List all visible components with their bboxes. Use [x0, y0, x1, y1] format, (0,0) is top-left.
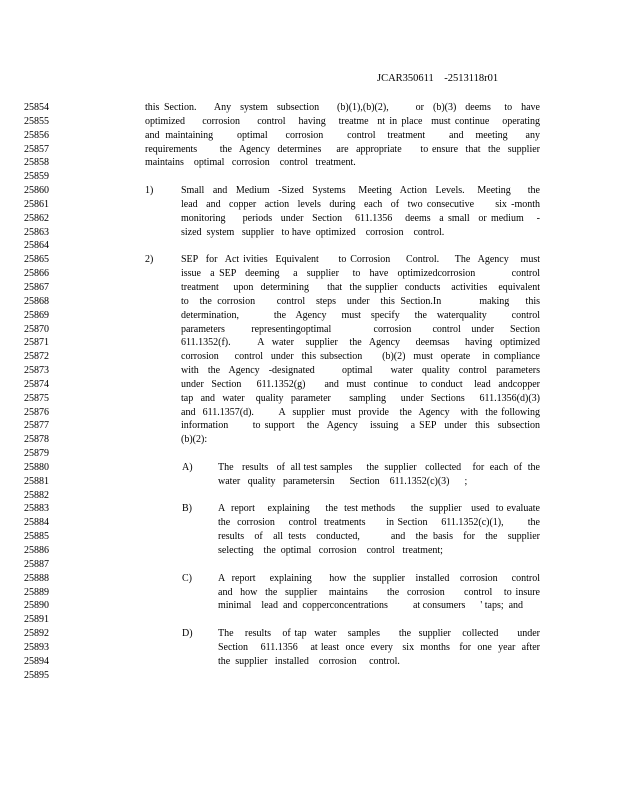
text-line: water quality parametersin Section 611.1352(c)(3) ; [218, 475, 468, 487]
line-number: 25868 [24, 295, 49, 307]
text-line: parameters representingoptimal corrosion control under Section [181, 323, 540, 335]
blank-line [145, 447, 540, 461]
line-number: 25866 [24, 268, 49, 280]
list-item-text [181, 184, 540, 239]
line-number-column [24, 101, 54, 682]
list-item-2 [145, 253, 540, 447]
text-line: issue a SEP deeming a supplier to have optimizedcorrosion control [181, 268, 540, 280]
text-line: the corrosion control treatments in Section 611.1352(c)(1), the [218, 517, 540, 529]
line-number: 25860 [24, 185, 49, 197]
blank-line [145, 239, 540, 253]
list-marker: A) [182, 461, 193, 473]
line-number: 25874 [24, 378, 49, 390]
list-item-text [218, 461, 540, 489]
text-line: A report explaining the test methods the supplier used to evaluate [218, 503, 540, 515]
list-marker: C) [182, 572, 192, 584]
line-number: 25870 [24, 323, 49, 335]
sub-list-item [145, 572, 540, 614]
line-number: 25883 [24, 503, 49, 515]
text-line: and how the supplier maintains the corrosion control to insure [218, 586, 540, 598]
text-line: results of all tests conducted, and the basis for the supplier [218, 531, 540, 543]
line-number: 25863 [24, 226, 49, 238]
text-line: A report explaining how the supplier installed corrosion control [218, 572, 540, 584]
line-number: 25880 [24, 461, 49, 473]
line-number: 25886 [24, 545, 49, 556]
intro-paragraph [145, 101, 540, 170]
line-number: 25873 [24, 365, 49, 377]
text-line: Small and Medium -Sized Systems Meeting Action Levels. Meeting the [181, 185, 540, 197]
line-number: 25889 [24, 586, 49, 598]
line-number: 25861 [24, 198, 49, 210]
line-number: 25856 [24, 129, 49, 141]
line-number: 25894 [24, 655, 49, 667]
line-number: 25858 [24, 157, 49, 169]
text-line: treatment upon determining that the supplier conducts activities equivalent [181, 281, 540, 293]
text-line: SEP for Act ivities Equivalent to Corrosion Control. The Agency must [181, 254, 540, 266]
list-marker: 1) [145, 185, 154, 197]
line-number: 25872 [24, 351, 49, 363]
line-number: 25864 [24, 240, 49, 252]
list-item-text [218, 572, 540, 614]
list-marker: B) [182, 503, 192, 515]
line-number: 25895 [24, 669, 49, 681]
line-number: 25887 [24, 558, 49, 570]
text-line: Section 611.1356 at least once every six months for one year after [218, 641, 540, 653]
sub-list-item [145, 461, 540, 489]
line-number: 25891 [24, 614, 49, 626]
line-number: 25881 [24, 475, 49, 487]
text-line: and 611.1357(d). A supplier must provide the Agency with the following [181, 406, 540, 418]
list-item-text [218, 502, 540, 557]
text-line: lead and copper action levels during each of two consecutive six -month [181, 198, 540, 210]
line-number: 25893 [24, 641, 49, 653]
line-number: 25884 [24, 517, 49, 529]
line-number: 25878 [24, 434, 49, 446]
line-number: 25879 [24, 448, 49, 460]
text-line: 611.1352(f). A water supplier the Agency deemsas having optimized [181, 337, 540, 349]
line-number: 25854 [24, 102, 49, 113]
text-line: requirements the Agency determines are appropriate to ensure that the supplier [145, 143, 540, 155]
sub-list [145, 447, 540, 669]
line-number: 25882 [24, 489, 49, 501]
list-item-text [218, 627, 540, 669]
text-line: with the Agency -designated optimal water quality control parameters [181, 365, 540, 377]
document-body [145, 101, 540, 669]
text-line: tap and water quality parameter sampling under Sections 611.1356(d)(3) [181, 392, 540, 404]
line-number: 25892 [24, 628, 49, 640]
line-number: 25888 [24, 572, 49, 584]
text-line: monitoring periods under Section 611.1356 deems a small or medium - [181, 212, 540, 224]
text-line: selecting the optimal corrosion control treatment; [218, 545, 443, 556]
text-line: The results of all test samples the supplier collected for each of the [218, 461, 540, 473]
text-line: sized system supplier to have optimized corrosion control. [181, 226, 445, 238]
text-line: (b)(2): [181, 434, 208, 446]
text-line: the supplier installed corrosion control. [218, 655, 400, 667]
line-number: 25890 [24, 600, 49, 612]
document-id-header: JCAR350611 -2513118r01 [377, 73, 499, 84]
blank-line [145, 170, 540, 184]
line-number: 25871 [24, 337, 49, 349]
text-line: information to support the Agency issuing a SEP under this subsection [181, 420, 540, 432]
line-number: 25859 [24, 171, 49, 183]
blank-line [145, 489, 540, 503]
text-line: to the corrosion control steps under this Section.In making this [181, 295, 540, 307]
text-line: maintains optimal corrosion control treatment. [145, 157, 356, 169]
text-line: this Section. Any system subsection (b)(1),(b)(2), or (b)(3) deems to have [145, 102, 540, 113]
text-line: optimized corrosion control having treatme nt in place must continue operating [145, 115, 540, 127]
blank-line [145, 613, 540, 627]
text-line: determination, the Agency must specify the waterquality control [181, 309, 540, 321]
blank-line [145, 558, 540, 572]
text-line: minimal lead and copperconcentrations at consumers ' taps; and [218, 600, 524, 612]
line-number: 25875 [24, 392, 49, 404]
line-number: 25885 [24, 531, 49, 543]
line-number: 25867 [24, 281, 49, 293]
line-number: 25876 [24, 406, 49, 418]
list-marker: 2) [145, 254, 154, 266]
list-marker: D) [182, 628, 193, 640]
line-number: 25862 [24, 212, 49, 224]
sub-list-item [145, 502, 540, 557]
list-item-text [181, 253, 540, 447]
text-line: The results of tap water samples the supplier collected under [218, 628, 540, 640]
list-item-1 [145, 184, 540, 239]
line-number: 25877 [24, 420, 49, 432]
line-number: 25869 [24, 309, 49, 321]
text-line: under Section 611.1352(g) and must continue to conduct lead andcopper [181, 378, 540, 390]
line-number: 25865 [24, 254, 49, 266]
line-number: 25855 [24, 115, 49, 127]
sub-list-item [145, 627, 540, 669]
text-line: and maintaining optimal corrosion control treatment and meeting any [145, 129, 540, 141]
line-number: 25857 [24, 143, 49, 155]
text-line: corrosion control under this subsection (b)(2) must operate in compliance [181, 351, 540, 363]
